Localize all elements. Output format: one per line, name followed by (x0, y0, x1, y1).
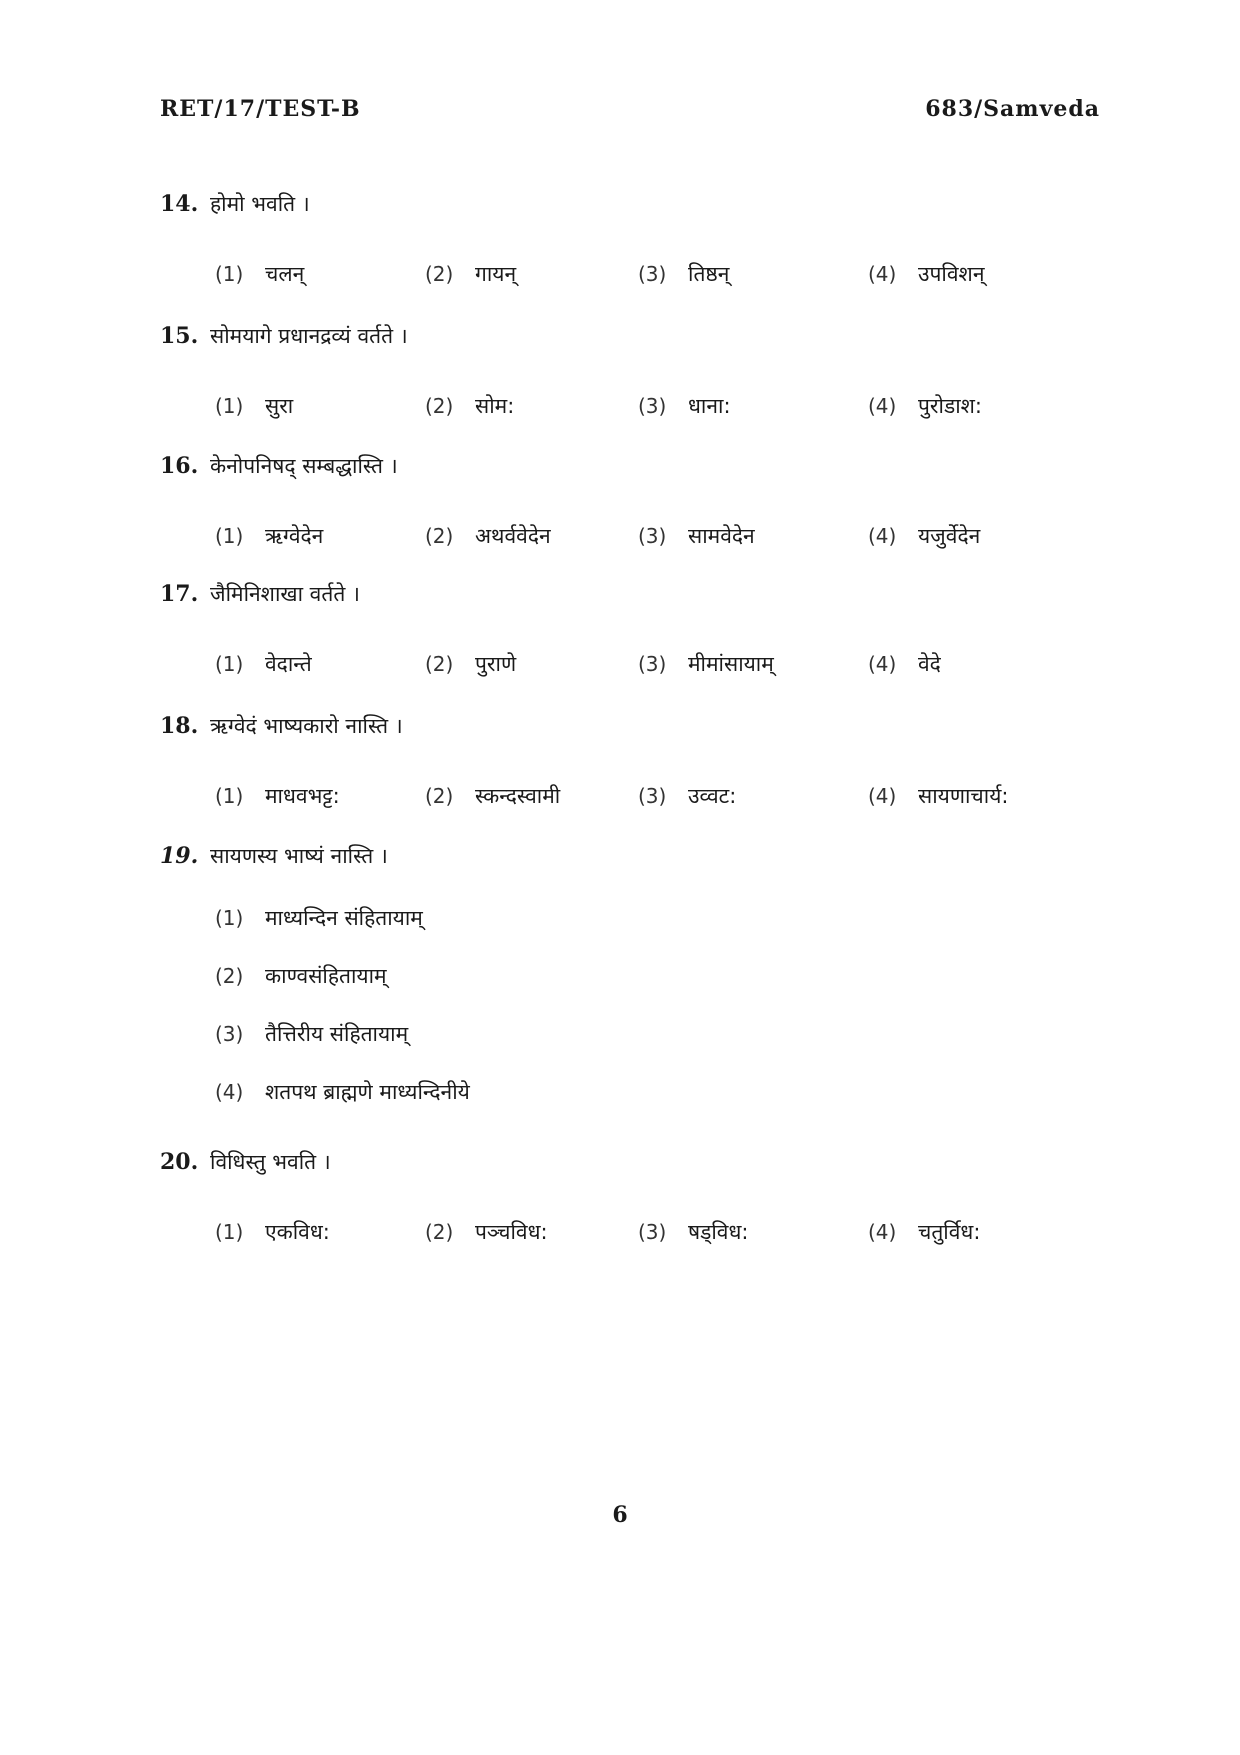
option-number: (3) (215, 1022, 244, 1046)
question-number: 16. (160, 453, 199, 479)
option-text: सायणाचार्य: (918, 784, 1009, 808)
options (160, 782, 1120, 822)
question-number: 18. (160, 713, 199, 739)
page-number: 6 (612, 1502, 628, 1528)
option-text: वेदान्ते (265, 652, 312, 676)
option-text: उव्वट: (688, 784, 737, 808)
option-text: काण्वसंहितायाम् (265, 964, 387, 988)
option-number: (4) (868, 784, 897, 808)
option-1 (215, 522, 323, 550)
question-text: केनोपनिषद् सम्बद्धास्ति । (210, 454, 398, 478)
option-number: (2) (425, 784, 454, 808)
option-text: स्कन्दस्वामी (475, 784, 561, 808)
option-2 (160, 962, 1120, 1002)
option-number: (2) (425, 394, 454, 418)
options (160, 260, 1120, 300)
option-3 (638, 522, 755, 550)
option-text: एकविध: (265, 1220, 330, 1244)
question-number: 20. (160, 1149, 199, 1175)
question-text: सोमयागे प्रधानद्रव्यं वर्तते । (210, 324, 408, 348)
option-text: धाना: (688, 394, 731, 418)
option-number: (4) (868, 394, 897, 418)
option-text: उपविशन् (918, 262, 985, 286)
option-number: (3) (638, 652, 667, 676)
option-4 (868, 522, 980, 550)
option-number: (4) (868, 1220, 897, 1244)
option-1 (215, 650, 312, 678)
option-text: शतपथ ब्राह्मणे माध्यन्दिनीये (265, 1080, 470, 1104)
option-text: मीमांसायाम् (688, 652, 774, 676)
option-2 (425, 650, 516, 678)
option-number: (4) (868, 262, 897, 286)
option-text: चतुर्विध: (918, 1220, 981, 1244)
option-4 (160, 1078, 1120, 1118)
question-text: होमो भवति । (210, 192, 310, 216)
option-number: (3) (638, 394, 667, 418)
option-number: (1) (215, 906, 244, 930)
option-number: (1) (215, 652, 244, 676)
option-number: (1) (215, 524, 244, 548)
option-text: पञ्चविध: (475, 1220, 548, 1244)
option-3 (638, 782, 736, 810)
option-2 (425, 522, 551, 550)
option-text: सामवेदेन (688, 524, 755, 548)
subject-code: 683/Samveda (925, 96, 1100, 122)
option-number: (2) (215, 964, 244, 988)
option-number: (2) (425, 652, 454, 676)
option-4 (868, 782, 1008, 810)
option-1 (160, 904, 1120, 944)
options (160, 904, 1120, 1118)
option-number: (1) (215, 262, 244, 286)
option-text: पुराणे (475, 652, 517, 676)
question-text: सायणस्य भाष्यं नास्ति । (210, 844, 388, 868)
option-number: (2) (425, 524, 454, 548)
option-number: (3) (638, 784, 667, 808)
option-number: (1) (215, 1220, 244, 1244)
option-4 (868, 260, 985, 288)
question-15 (160, 322, 1120, 432)
option-2 (425, 782, 560, 810)
option-2 (425, 1218, 548, 1246)
option-number: (4) (215, 1080, 244, 1104)
option-3 (160, 1020, 1120, 1060)
question-number: 17. (160, 581, 199, 607)
question-14 (160, 190, 1120, 300)
option-number: (4) (868, 652, 897, 676)
option-text: माधवभट्ट: (265, 784, 340, 808)
question-18 (160, 712, 1120, 822)
option-text: सोम: (475, 394, 515, 418)
option-1 (215, 392, 293, 420)
option-text: पुरोडाश: (918, 394, 982, 418)
option-text: चलन् (265, 262, 305, 286)
option-1 (215, 1218, 330, 1246)
question-20 (160, 1148, 1120, 1258)
option-text: अथर्ववेदेन (475, 524, 551, 548)
option-4 (868, 650, 941, 678)
question-19 (160, 842, 1120, 1136)
option-text: षड्विध: (688, 1220, 749, 1244)
option-text: तैत्तिरीय संहितायाम् (265, 1022, 409, 1046)
question-number: 14. (160, 191, 199, 217)
option-number: (3) (638, 1220, 667, 1244)
option-text: वेदे (918, 652, 941, 676)
question-text: ऋग्वेदं भाष्यकारो नास्ति । (210, 714, 403, 738)
option-number: (4) (868, 524, 897, 548)
question-text: विधिस्तु भवति । (210, 1150, 331, 1174)
option-1 (215, 260, 304, 288)
option-number: (2) (425, 262, 454, 286)
question-16 (160, 452, 1120, 562)
option-text: गायन् (475, 262, 517, 286)
option-3 (638, 392, 731, 420)
option-number: (3) (638, 524, 667, 548)
options (160, 392, 1120, 432)
option-1 (215, 782, 340, 810)
option-text: माध्यन्दिन संहितायाम् (265, 906, 423, 930)
option-4 (868, 1218, 980, 1246)
option-number: (1) (215, 394, 244, 418)
option-2 (425, 260, 516, 288)
question-17 (160, 580, 1120, 690)
option-text: ऋग्वेदेन (265, 524, 324, 548)
options (160, 1218, 1120, 1258)
test-code: RET/17/TEST-B (160, 96, 361, 122)
option-number: (2) (425, 1220, 454, 1244)
question-text: जैमिनिशाखा वर्तते । (210, 582, 360, 606)
option-number: (1) (215, 784, 244, 808)
option-text: तिष्ठन् (688, 262, 730, 286)
option-2 (425, 392, 514, 420)
question-number: 19. (160, 843, 199, 869)
option-4 (868, 392, 982, 420)
option-3 (638, 260, 729, 288)
option-3 (638, 1218, 748, 1246)
option-text: यजुर्वेदेन (918, 524, 981, 548)
options (160, 522, 1120, 562)
options (160, 650, 1120, 690)
question-number: 15. (160, 323, 199, 349)
option-text: सुरा (265, 394, 294, 418)
option-3 (638, 650, 774, 678)
option-number: (3) (638, 262, 667, 286)
